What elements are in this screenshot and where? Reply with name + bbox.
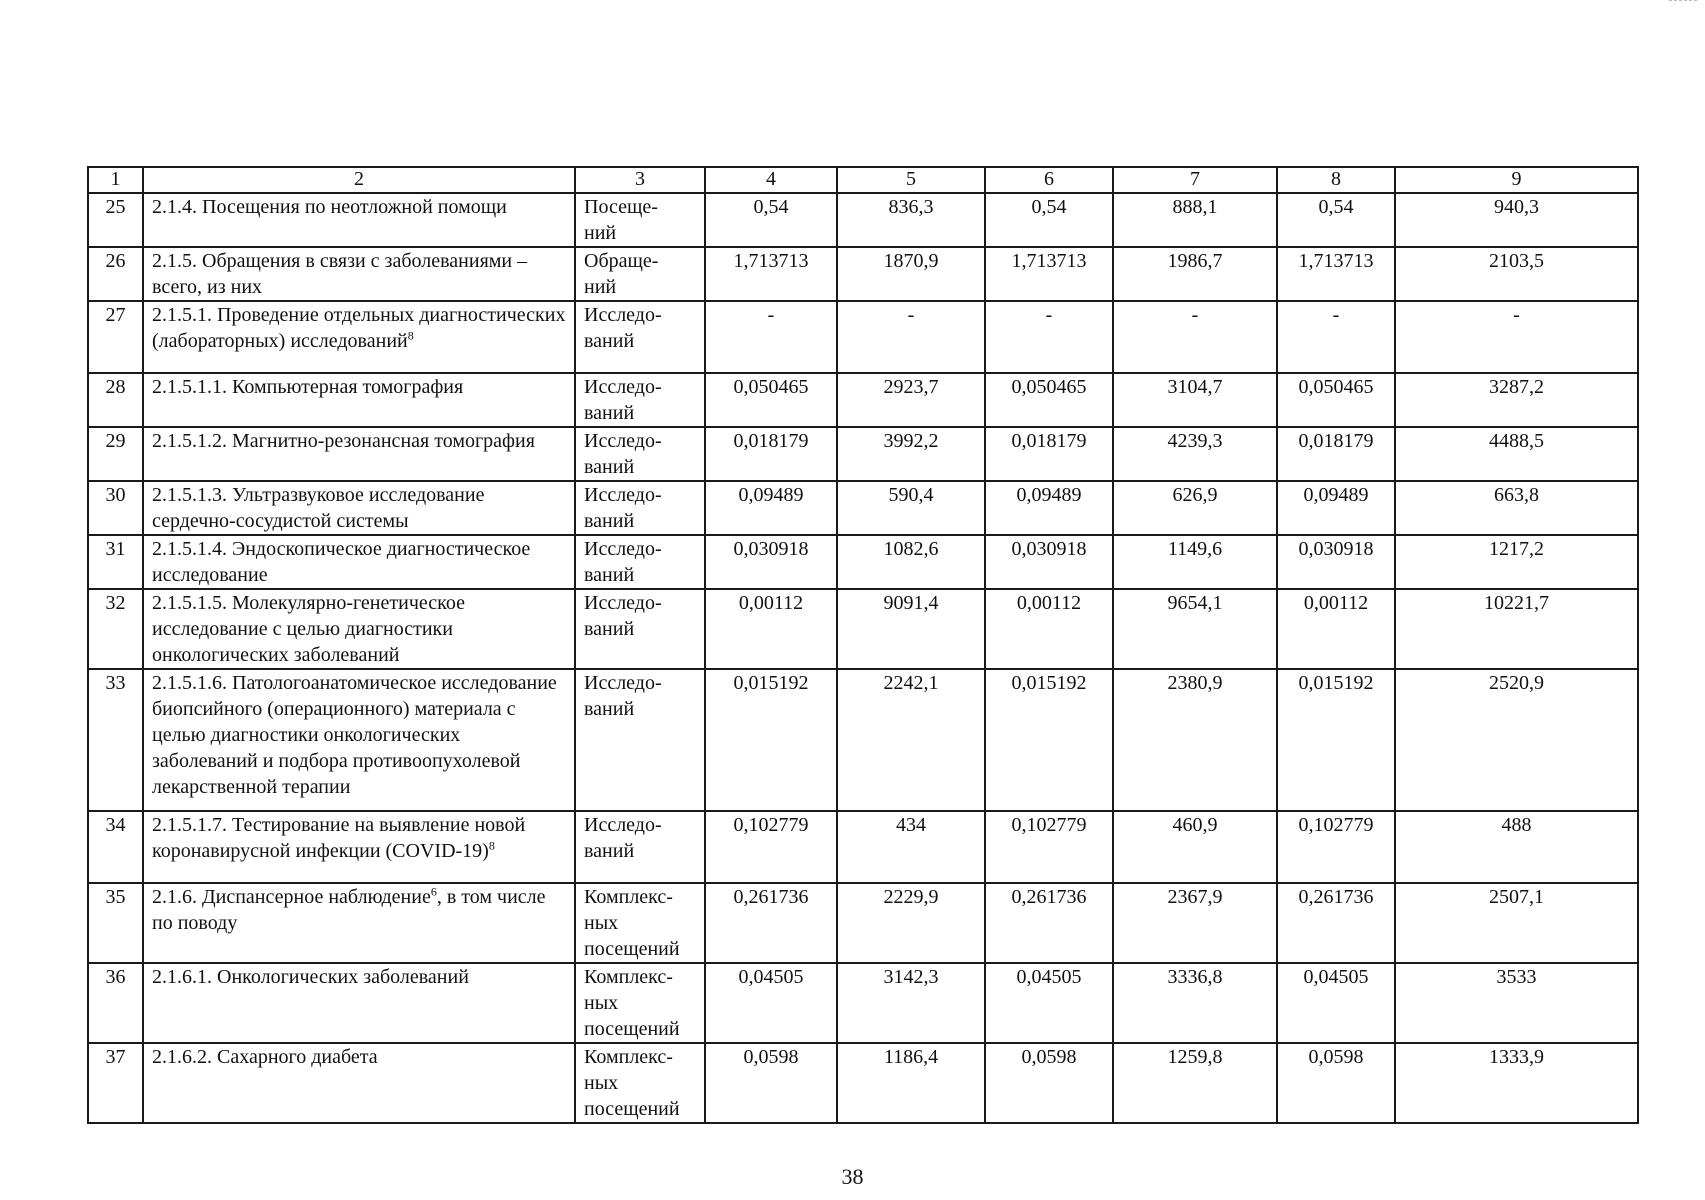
- value-cell-c7: 1986,7: [1113, 247, 1277, 301]
- table-row: [88, 427, 1638, 481]
- value-cell-c5: 2229,9: [837, 883, 985, 963]
- row-number-cell: 32: [88, 589, 143, 669]
- value-cell-c9: -: [1395, 301, 1638, 373]
- value-cell-c6: -: [985, 301, 1113, 373]
- row-number-cell: 26: [88, 247, 143, 301]
- value-cell-c7: 9654,1: [1113, 589, 1277, 669]
- header-row: [88, 167, 1638, 193]
- indicator-name: 2.1.5.1.2. Магнитно-резонансная томография: [152, 430, 535, 452]
- scan-mark: [1669, 0, 1697, 4]
- column-header: 6: [985, 167, 1113, 193]
- indicator-name: 2.1.5.1.4. Эндоскопическое диагностическое исследование: [152, 538, 531, 586]
- value-cell-c4: 0,261736: [705, 883, 837, 963]
- indicator-name: 2.1.5.1. Проведение отдельных диагностических (лабораторных) исследований: [152, 304, 566, 352]
- indicator-name-tail: , в том числе по поводу: [152, 886, 546, 934]
- value-cell-c9: 2103,5: [1395, 247, 1638, 301]
- value-cell-c4: 0,050465: [705, 373, 837, 427]
- unit-cell: Посеще- ний: [575, 193, 705, 247]
- value-cell-c7: -: [1113, 301, 1277, 373]
- indicator-name: 2.1.5.1.1. Компьютерная томография: [152, 376, 464, 398]
- indicator-name: 2.1.5.1.7. Тестирование на выявление новой коронавирусной инфекции (COVID-19): [152, 814, 526, 862]
- value-cell-c8: 0,102779: [1277, 811, 1395, 883]
- indicator-name: 2.1.4. Посещения по неотложной помощи: [152, 196, 507, 218]
- table-row: [88, 193, 1638, 247]
- value-cell-c4: 0,00112: [705, 589, 837, 669]
- row-number-cell: 30: [88, 481, 143, 535]
- value-cell-c5: 3992,2: [837, 427, 985, 481]
- value-cell-c7: 1259,8: [1113, 1043, 1277, 1123]
- unit-cell: Исследо- ваний: [575, 427, 705, 481]
- value-cell-c7: 626,9: [1113, 481, 1277, 535]
- column-header: 8: [1277, 167, 1395, 193]
- value-cell-c7: 888,1: [1113, 193, 1277, 247]
- indicator-name-cell: [143, 481, 575, 535]
- value-cell-c8: 0,261736: [1277, 883, 1395, 963]
- unit-cell: Исследо- ваний: [575, 535, 705, 589]
- value-cell-c9: 940,3: [1395, 193, 1638, 247]
- table-row: [88, 535, 1638, 589]
- footnote-marker: 8: [407, 328, 414, 343]
- indicator-name-cell: [143, 883, 575, 963]
- unit-cell: Комплекс- ных посещений: [575, 883, 705, 963]
- value-cell-c4: 0,015192: [705, 669, 837, 811]
- value-cell-c8: -: [1277, 301, 1395, 373]
- value-cell-c6: 0,102779: [985, 811, 1113, 883]
- unit-cell: Исследо- ваний: [575, 481, 705, 535]
- value-cell-c5: 1186,4: [837, 1043, 985, 1123]
- indicator-name-cell: [143, 535, 575, 589]
- value-cell-c5: 1870,9: [837, 247, 985, 301]
- value-cell-c7: 4239,3: [1113, 427, 1277, 481]
- value-cell-c9: 3533: [1395, 963, 1638, 1043]
- value-cell-c6: 0,015192: [985, 669, 1113, 811]
- indicator-name-cell: [143, 669, 575, 811]
- footnote-marker: 8: [488, 838, 495, 853]
- column-header: 5: [837, 167, 985, 193]
- value-cell-c9: 488: [1395, 811, 1638, 883]
- value-cell-c9: 4488,5: [1395, 427, 1638, 481]
- table-row: [88, 811, 1638, 883]
- column-header: 3: [575, 167, 705, 193]
- value-cell-c8: 0,54: [1277, 193, 1395, 247]
- value-cell-c5: -: [837, 301, 985, 373]
- row-number-cell: 36: [88, 963, 143, 1043]
- value-cell-c8: 0,050465: [1277, 373, 1395, 427]
- value-cell-c4: 1,713713: [705, 247, 837, 301]
- value-cell-c8: 0,09489: [1277, 481, 1395, 535]
- indicator-name-cell: [143, 1043, 575, 1123]
- value-cell-c8: 0,015192: [1277, 669, 1395, 811]
- row-number-cell: 27: [88, 301, 143, 373]
- table-row: [88, 883, 1638, 963]
- indicator-name: 2.1.6. Диспансерное наблюдение: [152, 886, 431, 908]
- value-cell-c5: 2923,7: [837, 373, 985, 427]
- indicator-name: 2.1.5. Обращения в связи с заболеваниями – всего, из них: [152, 250, 528, 298]
- row-number-cell: 31: [88, 535, 143, 589]
- indicator-name-cell: [143, 427, 575, 481]
- indicator-name: 2.1.6.2. Сахарного диабета: [152, 1046, 378, 1068]
- value-cell-c8: 0,04505: [1277, 963, 1395, 1043]
- indicator-name-cell: [143, 811, 575, 883]
- footnote-marker: 6: [430, 884, 437, 899]
- value-cell-c7: 2380,9: [1113, 669, 1277, 811]
- value-cell-c6: 0,09489: [985, 481, 1113, 535]
- column-header: 4: [705, 167, 837, 193]
- value-cell-c5: 590,4: [837, 481, 985, 535]
- value-cell-c4: 0,102779: [705, 811, 837, 883]
- value-cell-c9: 2520,9: [1395, 669, 1638, 811]
- table-row: [88, 481, 1638, 535]
- indicator-name-cell: [143, 301, 575, 373]
- unit-cell: Исследо- ваний: [575, 811, 705, 883]
- value-cell-c4: -: [705, 301, 837, 373]
- indicator-name-cell: [143, 373, 575, 427]
- table-body: [88, 193, 1638, 1123]
- unit-cell: Комплекс- ных посещений: [575, 963, 705, 1043]
- value-cell-c6: 1,713713: [985, 247, 1113, 301]
- column-header: 2: [143, 167, 575, 193]
- value-cell-c6: 0,04505: [985, 963, 1113, 1043]
- indicator-name: 2.1.5.1.5. Молекулярно-генетическое исследование с целью диагностики онкологических заболеваний: [152, 592, 465, 666]
- column-header: 7: [1113, 167, 1277, 193]
- value-cell-c4: 0,09489: [705, 481, 837, 535]
- value-cell-c6: 0,261736: [985, 883, 1113, 963]
- value-cell-c9: 1217,2: [1395, 535, 1638, 589]
- indicator-name: 2.1.5.1.6. Патологоанатомическое исследование биопсийного (операционного) материала с целью диагностики онкологических заболеваний и подбора противоопухолевой лекарственной терапии: [152, 672, 557, 798]
- row-number-cell: 34: [88, 811, 143, 883]
- value-cell-c4: 0,0598: [705, 1043, 837, 1123]
- row-number-cell: 29: [88, 427, 143, 481]
- value-cell-c5: 9091,4: [837, 589, 985, 669]
- unit-cell: Исследо- ваний: [575, 669, 705, 811]
- value-cell-c8: 0,00112: [1277, 589, 1395, 669]
- table-row: [88, 589, 1638, 669]
- table-row: [88, 1043, 1638, 1123]
- value-cell-c7: 1149,6: [1113, 535, 1277, 589]
- column-header: 1: [88, 167, 143, 193]
- value-cell-c8: 0,018179: [1277, 427, 1395, 481]
- page-number: 38: [841, 1164, 864, 1189]
- table-row: [88, 301, 1638, 373]
- value-cell-c5: 2242,1: [837, 669, 985, 811]
- row-number-cell: 25: [88, 193, 143, 247]
- value-cell-c5: 1082,6: [837, 535, 985, 589]
- value-cell-c4: 0,54: [705, 193, 837, 247]
- value-cell-c6: 0,0598: [985, 1043, 1113, 1123]
- value-cell-c6: 0,030918: [985, 535, 1113, 589]
- indicator-name: 2.1.5.1.3. Ультразвуковое исследование сердечно-сосудистой системы: [152, 484, 485, 532]
- value-cell-c4: 0,04505: [705, 963, 837, 1043]
- value-cell-c8: 0,0598: [1277, 1043, 1395, 1123]
- value-cell-c6: 0,00112: [985, 589, 1113, 669]
- indicator-name: 2.1.6.1. Онкологических заболеваний: [152, 966, 469, 988]
- table-row: [88, 963, 1638, 1043]
- value-cell-c6: 0,050465: [985, 373, 1113, 427]
- value-cell-c4: 0,018179: [705, 427, 837, 481]
- unit-cell: Обраще- ний: [575, 247, 705, 301]
- table-row: [88, 247, 1638, 301]
- value-cell-c9: 3287,2: [1395, 373, 1638, 427]
- table-row: [88, 373, 1638, 427]
- indicator-name-cell: [143, 193, 575, 247]
- data-table: [87, 166, 1639, 1124]
- table-container: [87, 166, 1637, 1124]
- value-cell-c6: 0,018179: [985, 427, 1113, 481]
- indicator-name-cell: [143, 963, 575, 1043]
- value-cell-c5: 3142,3: [837, 963, 985, 1043]
- unit-cell: Исследо- ваний: [575, 301, 705, 373]
- row-number-cell: 28: [88, 373, 143, 427]
- value-cell-c5: 434: [837, 811, 985, 883]
- value-cell-c9: 663,8: [1395, 481, 1638, 535]
- indicator-name-cell: [143, 589, 575, 669]
- column-header: 9: [1395, 167, 1638, 193]
- value-cell-c6: 0,54: [985, 193, 1113, 247]
- unit-cell: Комплекс- ных посещений: [575, 1043, 705, 1123]
- value-cell-c8: 1,713713: [1277, 247, 1395, 301]
- unit-cell: Исследо- ваний: [575, 373, 705, 427]
- unit-cell: Исследо- ваний: [575, 589, 705, 669]
- value-cell-c5: 836,3: [837, 193, 985, 247]
- row-number-cell: 33: [88, 669, 143, 811]
- indicator-name-cell: [143, 247, 575, 301]
- value-cell-c9: 10221,7: [1395, 589, 1638, 669]
- value-cell-c9: 2507,1: [1395, 883, 1638, 963]
- row-number-cell: 37: [88, 1043, 143, 1123]
- value-cell-c8: 0,030918: [1277, 535, 1395, 589]
- table-row: [88, 669, 1638, 811]
- row-number-cell: 35: [88, 883, 143, 963]
- value-cell-c7: 3104,7: [1113, 373, 1277, 427]
- value-cell-c4: 0,030918: [705, 535, 837, 589]
- value-cell-c7: 3336,8: [1113, 963, 1277, 1043]
- value-cell-c9: 1333,9: [1395, 1043, 1638, 1123]
- value-cell-c7: 460,9: [1113, 811, 1277, 883]
- value-cell-c7: 2367,9: [1113, 883, 1277, 963]
